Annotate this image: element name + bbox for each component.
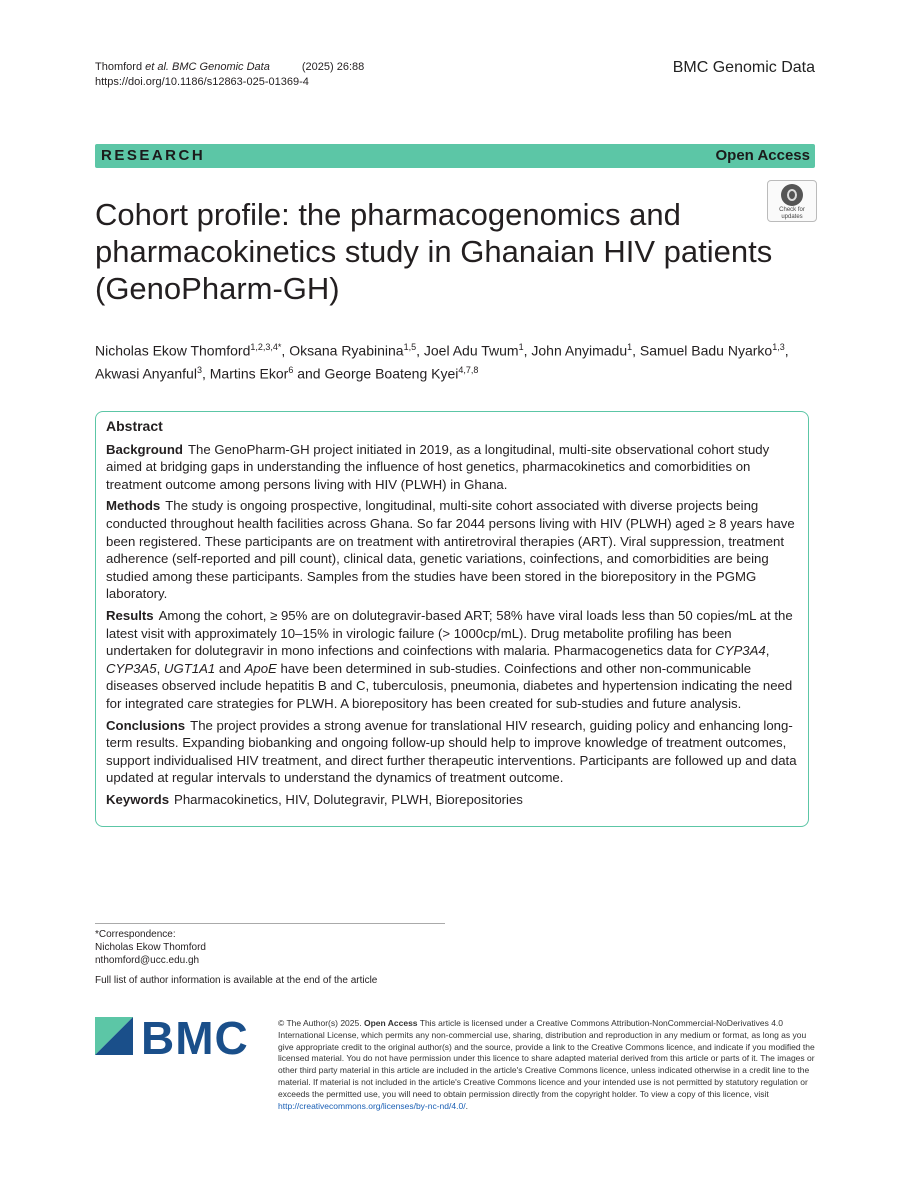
gene-name: CYP3A4 xyxy=(715,643,766,659)
correspondence-name: Nicholas Ekow Thomford xyxy=(95,942,206,953)
citation-year: (2025) 26:88 xyxy=(301,61,365,73)
author-affiliation: 6 xyxy=(288,364,294,375)
license-body: This article is licensed under a Creative Commons Attribution-NonCommercial-NoDerivatives 4.0 International License, which permits any non-commercial use, sharing, distribution and reproduction in any medium or format, as long as you give appropriate credit to the original author(s) and the source, provide a link to the Creative Commons licence, and indicate if you modified the licensed material. You do not have permission under this licence to share adapted material derived from this article or parts of it. The images or other third party material in this article are included in the article's Creative Commons licence, unless indicated otherwise in a credit line to the material. If material is not included in the article's Creative Commons licence and your intended use is not permitted by statutory regulation or exceeds the permitted use, you will need to obtain permission directly from the copyright holder. To view a copy of this licence, visit xyxy=(278,1018,815,1099)
section-text: have been determined in sub-studies. Coinfections and other non-communicable diseases observed include hepatitis B and C, tuberculosis, pneumonia, diabetes and hypertension indicating the need for integrated care strategies for PLWH. A biorepository has been created for sub-studies and future analysis. xyxy=(106,660,793,711)
gene-name: CYP3A5 xyxy=(106,660,157,676)
author[interactable]: Martins Ekor xyxy=(209,365,289,382)
section-text: The study is ongoing prospective, longitudinal, multi-site cohort associated with diverse projects being conducted throughout health facilities across Ghana. So far 2044 persons living with HIV (PLWH) aged ≥ 8 years have been registered. These participants are on treatment with antiretroviral therapies (ART). Viral suppression, treatment adherence (self-reported and pill count), clinical data, genetic variations, coinfections, and comorbidities are being studied among these participants. Samples from the studies have been stored in the biorepository in the PGMG laboratory. xyxy=(106,498,795,602)
author-affiliation: 1,3 xyxy=(772,342,785,352)
section-label: Keywords xyxy=(106,791,170,807)
section-text: Among the cohort, ≥ 95% are on dolutegravir-based ART; 58% have viral loads less than 50 copies/mL at the latest visit with approximately 10–15% in virologic failure (> 1000cp/mL). Drug metabolite profiling has been undertaken for dolutegravir in mono infections and coinfections with malaria. Pharmacogenetics data for xyxy=(106,607,793,659)
bmc-logo-icon xyxy=(95,1017,133,1055)
author[interactable]: Samuel Badu Nyarko xyxy=(639,342,773,359)
section-label: Results xyxy=(106,607,154,623)
check-updates-line2: updates xyxy=(781,214,803,220)
author[interactable]: Joel Adu Twum xyxy=(423,342,519,359)
doi-link[interactable]: https://doi.org/10.1186/s12863-025-01369-4 xyxy=(95,76,309,88)
correspondence xyxy=(95,928,206,967)
author-affiliation: 1,2,3,4* xyxy=(250,342,282,352)
section-text: Pharmacokinetics, HIV, Dolutegravir, PLWH, Biorepositories xyxy=(174,791,523,807)
author-affiliation: 4,7,8 xyxy=(458,364,479,375)
bmc-logo xyxy=(95,1012,265,1064)
separator: , xyxy=(156,660,164,676)
footnote-divider xyxy=(95,923,445,924)
correspondence-label: *Correspondence: xyxy=(95,929,176,940)
abstract-keywords xyxy=(106,791,798,809)
abstract-background xyxy=(106,441,798,494)
open-access-bold: Open Access xyxy=(363,1018,418,1028)
author[interactable]: George Boateng Kyei xyxy=(324,365,459,382)
bmc-logo-word: BMC xyxy=(141,1012,249,1064)
gene-name: UGT1A1 xyxy=(163,660,216,676)
citation-authors: Thomford xyxy=(95,61,143,73)
copyright: © The Author(s) 2025. xyxy=(278,1018,362,1028)
article-type-banner xyxy=(95,144,815,168)
abstract-results xyxy=(106,607,798,713)
separator: , xyxy=(765,643,770,659)
author[interactable]: Akwasi Anyanful xyxy=(95,365,197,382)
section-label: Conclusions xyxy=(106,717,186,733)
abstract-heading: Abstract xyxy=(106,418,163,434)
citation-header xyxy=(95,60,364,90)
license-text xyxy=(278,1018,815,1112)
author[interactable]: Oksana Ryabinina xyxy=(289,342,404,359)
author[interactable]: Nicholas Ekow Thomford xyxy=(95,342,251,359)
journal-name: BMC Genomic Data xyxy=(672,59,815,76)
abstract-conclusions xyxy=(106,717,798,787)
article-type: RESEARCH xyxy=(101,147,206,164)
section-label: Background xyxy=(106,441,183,457)
author[interactable]: John Anyimadu xyxy=(531,342,628,359)
abstract-box xyxy=(95,411,809,827)
correspondence-email[interactable]: nthomford@ucc.edu.gh xyxy=(95,955,200,966)
author-info-note: Full list of author information is available at the end of the article xyxy=(95,975,378,986)
author-affiliation: 1 xyxy=(518,342,524,352)
citation-journal: et al. BMC Genomic Data xyxy=(145,61,270,73)
license-link[interactable]: http://creativecommons.org/licenses/by-nc-nd/4.0/ xyxy=(278,1100,466,1111)
section-text: The project provides a strong avenue for translational HIV research, guiding policy and enhancing long-term results. Expanding biobanking and ongoing follow-up should help to improve knowledge of treatment outcomes, support individualised HIV treatment, and direct further therapeutic interventions. Participants are followed up and data updated at regular intervals to understand the dynamics of treatment outcome. xyxy=(106,717,797,786)
author-affiliation: 1,5 xyxy=(403,342,417,352)
check-updates-icon xyxy=(781,184,803,206)
gene-name: ApoE xyxy=(244,660,277,676)
separator: and xyxy=(215,660,245,676)
check-updates-line1: Check for xyxy=(779,207,805,213)
article-title: Cohort profile: the pharmacogenomics and pharmacokinetics study in Ghanaian HIV patients (GenoPharm-GH) xyxy=(95,197,773,306)
license-end: . xyxy=(465,1100,468,1111)
author-list: Nicholas Ekow Thomford$^{1,2,3,4*}$, Oksana Ryabinina$^{1,5}$, Joel Adu Twum$^1$, John Anyimadu$^1$, Samuel Badu Nyarko$^{1,3}$, Akwasi Anyanful$^3$, Martins Ekor$^6$ and George Boateng Kyei$^{4,7,8}$ xyxy=(95,342,789,382)
section-text: The GenoPharm-GH project initiated in 2019, as a longitudinal, multi-site observational cohort study aimed at bridging gaps in understanding the influence of host genetics, pharmacokinetics and comorbidities on treatment outcome among persons living with HIV (PLWH) in Ghana. xyxy=(106,441,770,492)
author-affiliation: 3 xyxy=(196,364,202,375)
author-affiliation: 1 xyxy=(627,342,633,352)
abstract-methods xyxy=(106,497,798,603)
open-access-label: Open Access xyxy=(715,147,810,164)
section-label: Methods xyxy=(106,498,161,514)
